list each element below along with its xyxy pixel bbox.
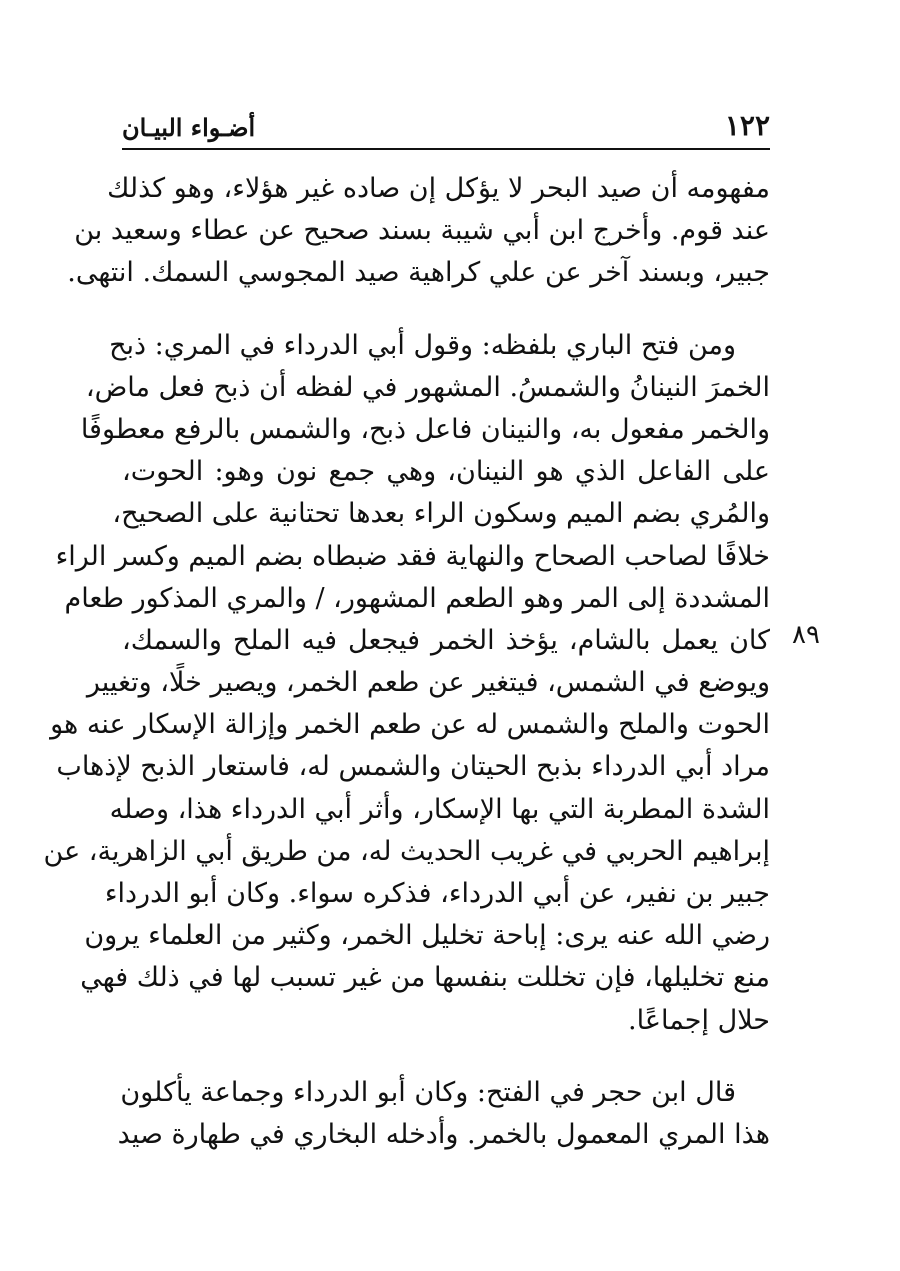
text-line: ومن فتح الباري بلفظه: وقول أبي الدرداء في المري: ذبح (109, 329, 736, 361)
paragraph-gap (122, 295, 770, 325)
margin-page-reference: ٨٩ (792, 620, 820, 650)
text-line: ويوضع في الشمس، فيتغير عن طعم الخمر، ويصير خلًا، وتغيير (86, 667, 770, 699)
text-line: كان يعمل بالشام، يؤخذ الخمر فيجعل فيه الملح والسمك، (122, 624, 770, 656)
text-line: مفهومه أن صيد البحر لا يؤكل إن صاده غير هؤلاء، وهو كذلك (107, 173, 770, 204)
text-line: خلافًا لصاحب الصحاح والنهاية فقد ضبطاه بضم الميم وكسر الراء (55, 540, 770, 572)
text-line: مراد أبي الدرداء بذبح الحيتان والشمس له، فاستعار الذبح لإذهاب (56, 751, 770, 783)
text-line: والخمر مفعول به، والنينان فاعل ذبح، والشمس بالرفع معطوفًا (80, 413, 770, 445)
text-line: والمُري بضم الميم وسكون الراء بعدها تحتانية على الصحيح، (112, 498, 770, 530)
text-line: الخمرَ النينانُ والشمسُ. المشهور في لفظه أن ذبح فعل ماض، (85, 371, 770, 403)
page-number: ١٢٢ (724, 109, 770, 142)
text-line: الحوت والملح والشمس له عن طعم الخمر وإزالة الإسكار عنه هو (50, 709, 770, 741)
text-line: جبير، وبسند آخر عن علي كراهية صيد المجوسي السمك. انتهى. (67, 257, 770, 289)
text-line: هذا المري المعمول بالخمر. وأدخله البخاري في طهارة صيد (117, 1118, 770, 1150)
text-line: إبراهيم الحربي في غريب الحديث له، من طريق أبي الزاهرية، عن (43, 835, 770, 867)
text-line: منع تخليلها، فإن تخللت بنفسها من غير تسبب لها في ذلك فهي (80, 962, 770, 994)
page-header (122, 108, 770, 150)
text-line: عند قوم. وأخرج ابن أبي شيبة بسند صحيح عن عطاء وسعيد بن (74, 215, 770, 247)
text-line: على الفاعل الذي هو النينان، وهي جمع نون وهو: الحوت، (122, 456, 770, 488)
paragraph-3 (117, 1072, 770, 1156)
text-line: جبير بن نفير، عن أبي الدرداء، فذكره سواء. وكان أبو الدرداء (104, 878, 770, 909)
text-line: المشددة إلى المر وهو الطعم المشهور، / والمري المذكور طعام (64, 582, 770, 614)
text-line: الشدة المطربة التي بها الإسكار، وأثر أبي الدرداء هذا، وصله (109, 793, 770, 825)
paragraph-1 (67, 168, 770, 295)
paragraph-gap (122, 1042, 770, 1072)
text-line: قال ابن حجر في الفتح: وكان أبو الدرداء وجماعة يأكلون (120, 1076, 736, 1108)
text-line: رضي الله عنه يرى: إباحة تخليل الخمر، وكثير من العلماء يرون (84, 920, 770, 952)
book-title: أضـواء البيـان (122, 113, 256, 142)
body-text (43, 168, 770, 1156)
text-line: حلال إجماعًا. (628, 1004, 770, 1036)
paragraph-2 (43, 325, 770, 1042)
